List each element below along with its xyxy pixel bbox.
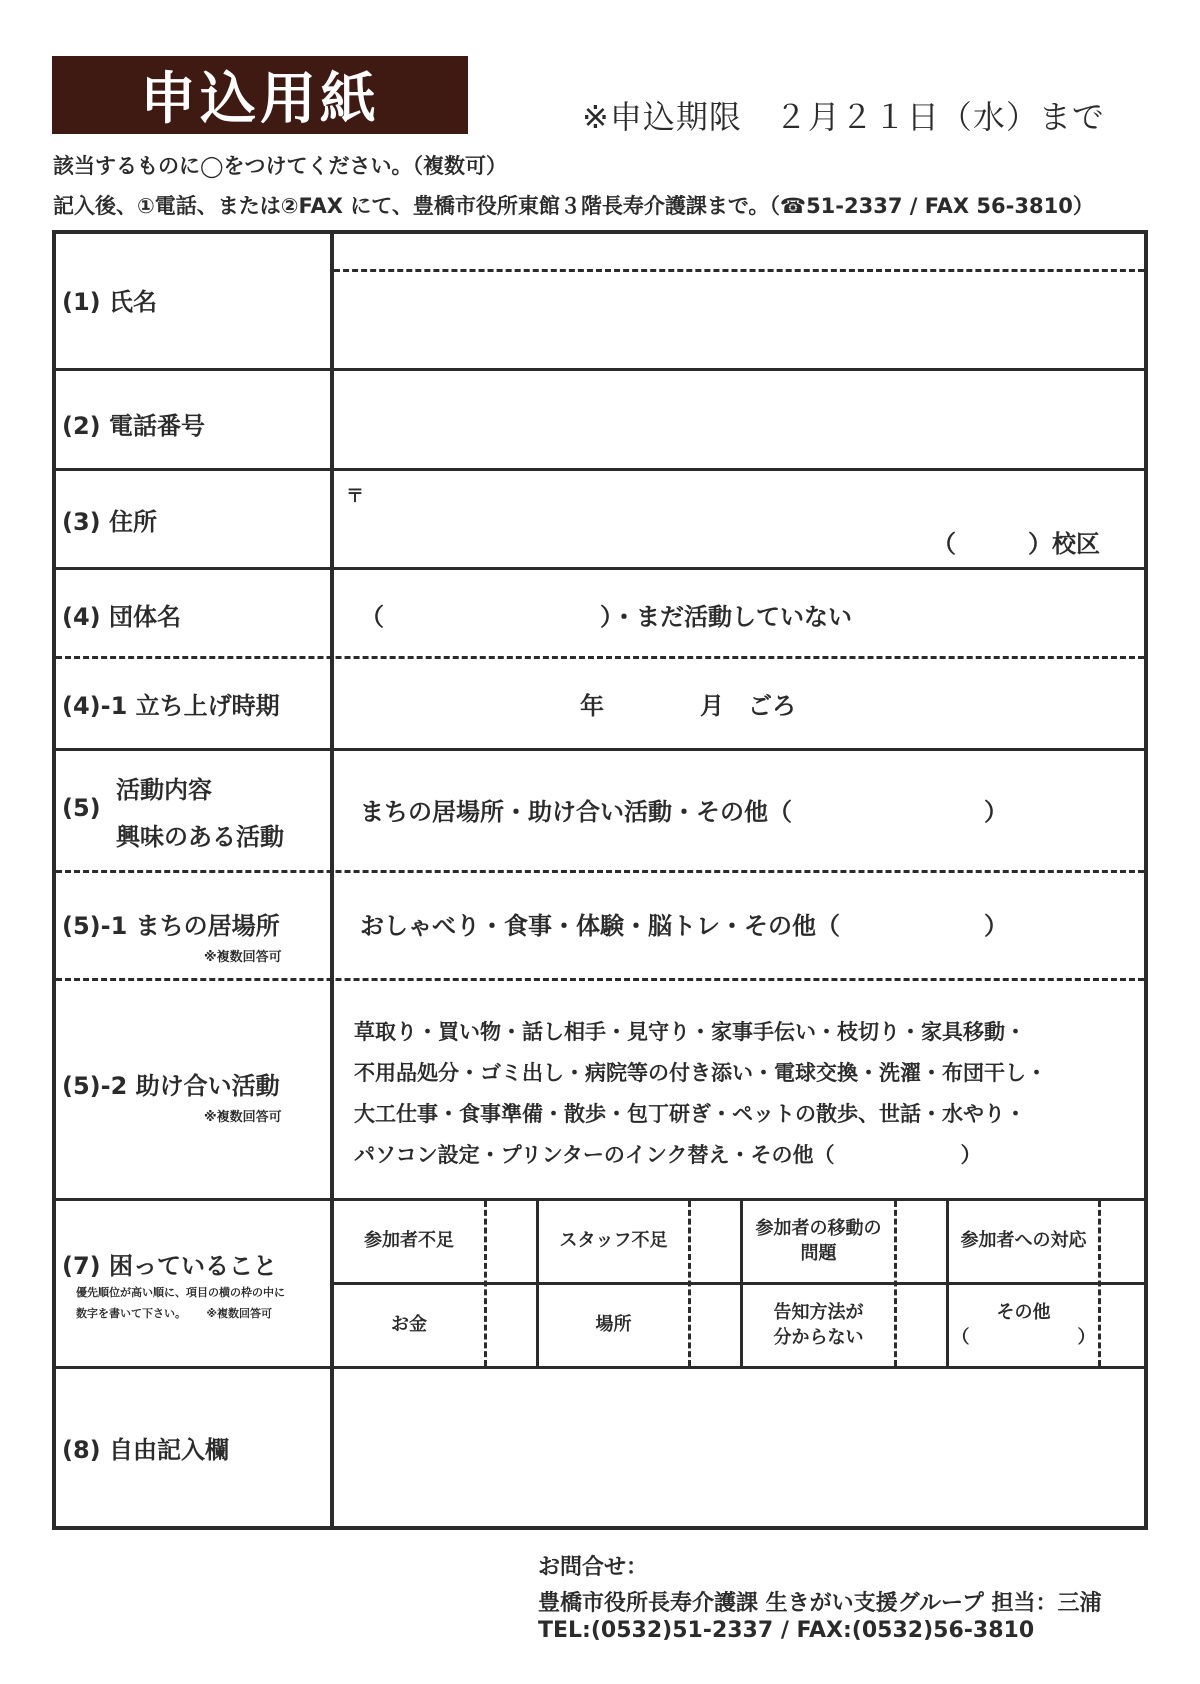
trouble-item: スタッフ不足: [559, 1230, 668, 1252]
help-option-line[interactable]: 不用品処分・ゴミ出し・病院等の付き添い・電球交換・洗濯・布団干し・: [354, 1061, 1047, 1085]
instruction-submit: 記入後、①電話、または②FAX にて、豊橋市役所東館３階長寿介護課まで。（☎51-2337 / FAX 56-3810）: [53, 194, 1094, 218]
trouble-item: 告知方法が 分からない: [773, 1302, 864, 1348]
start-period-label: (4)-1 立ち上げ時期: [62, 692, 280, 720]
phone-label: (2) 電話番号: [62, 412, 205, 440]
activity-options[interactable]: まちの居場所・助け合い活動・その他（ ）: [360, 798, 1008, 826]
free-entry-field[interactable]: [334, 1369, 1144, 1526]
help-activity-label: (5)-2 助け合い活動: [62, 1072, 280, 1100]
row-divider: [56, 567, 1144, 570]
ibasho-note: ※複数回答可: [204, 950, 282, 965]
row-divider-dashed: [56, 656, 1144, 659]
row-divider-dashed: [56, 870, 1144, 873]
activity-content-label: 活動内容: [116, 776, 212, 804]
name-label: (1) 氏名: [62, 288, 157, 316]
trouble-item: 参加者への対応: [960, 1230, 1087, 1252]
contact-phone-fax: TEL:(0532)51-2337 / FAX:(0532)56-3810: [538, 1618, 1035, 1643]
trouble-item: 場所: [595, 1314, 632, 1336]
help-option-line[interactable]: 大工仕事・食事準備・散歩・包丁研ぎ・ペットの散歩、世話・水やり・: [354, 1102, 1026, 1126]
row-divider-dashed: [56, 978, 1144, 981]
free-entry-label: (8) 自由記入欄: [62, 1436, 229, 1464]
rank-input[interactable]: [691, 1201, 740, 1282]
help-activity-note: ※複数回答可: [204, 1110, 282, 1125]
rank-input[interactable]: [1101, 1201, 1144, 1282]
contact-heading: お問合せ：: [538, 1555, 649, 1580]
trouble-item: 参加者の移動の 問題: [755, 1218, 882, 1264]
trouble-label: (7) 困っていること: [62, 1252, 277, 1280]
postal-mark: 〒: [346, 486, 364, 507]
school-district: （ ）校区: [932, 530, 1100, 558]
address-label: (3) 住所: [62, 508, 157, 536]
group-name-options[interactable]: （ ）・まだ活動していない: [360, 603, 852, 631]
rank-input[interactable]: [487, 1285, 536, 1366]
rank-input[interactable]: [691, 1285, 740, 1366]
activity-interest-label: 興味のある活動: [116, 823, 284, 851]
help-option-line[interactable]: 草取り・買い物・話し相手・見守り・家事手伝い・枝切り・家具移動・: [354, 1020, 1026, 1044]
help-option-line[interactable]: パソコン設定・プリンターのインク替え・その他（ ）: [354, 1143, 982, 1167]
address-field[interactable]: [334, 471, 1144, 567]
start-period-value[interactable]: 年 月 ごろ: [580, 692, 796, 720]
name-writing-line: [334, 269, 1144, 272]
trouble-note: 数字を書いて下さい。 ※複数回答可: [76, 1307, 273, 1320]
rank-input[interactable]: [1101, 1285, 1144, 1366]
name-field[interactable]: [334, 274, 1144, 368]
deadline-notice: ※申込期限 ２月２１日（水）まで: [582, 98, 1105, 136]
contact-department: 豊橋市役所長寿介護課 生きがい支援グループ 担当：三浦: [538, 1591, 1102, 1616]
application-form: [52, 230, 1148, 1530]
instruction-circle: 該当するものに◯をつけてください。（複数可）: [53, 154, 508, 178]
phone-field[interactable]: [334, 371, 1144, 468]
trouble-item: お金: [391, 1314, 427, 1336]
ibasho-label: (5)-1 まちの居場所: [62, 912, 280, 940]
row-divider: [56, 748, 1144, 751]
group-name-label: (4) 団体名: [62, 603, 181, 631]
page-title: 申込用紙: [52, 56, 468, 134]
rank-input[interactable]: [897, 1201, 946, 1282]
rank-input[interactable]: [487, 1201, 536, 1282]
rank-input[interactable]: [897, 1285, 946, 1366]
trouble-item: その他 （ ）: [951, 1302, 1096, 1348]
trouble-note: 優先順位が高い順に、項目の横の枠の中に: [76, 1286, 285, 1299]
ibasho-options[interactable]: おしゃべり・食事・体験・脳トレ・その他（ ）: [360, 912, 1008, 940]
trouble-item: 参加者不足: [364, 1230, 454, 1252]
activity-number: (5): [62, 794, 101, 822]
